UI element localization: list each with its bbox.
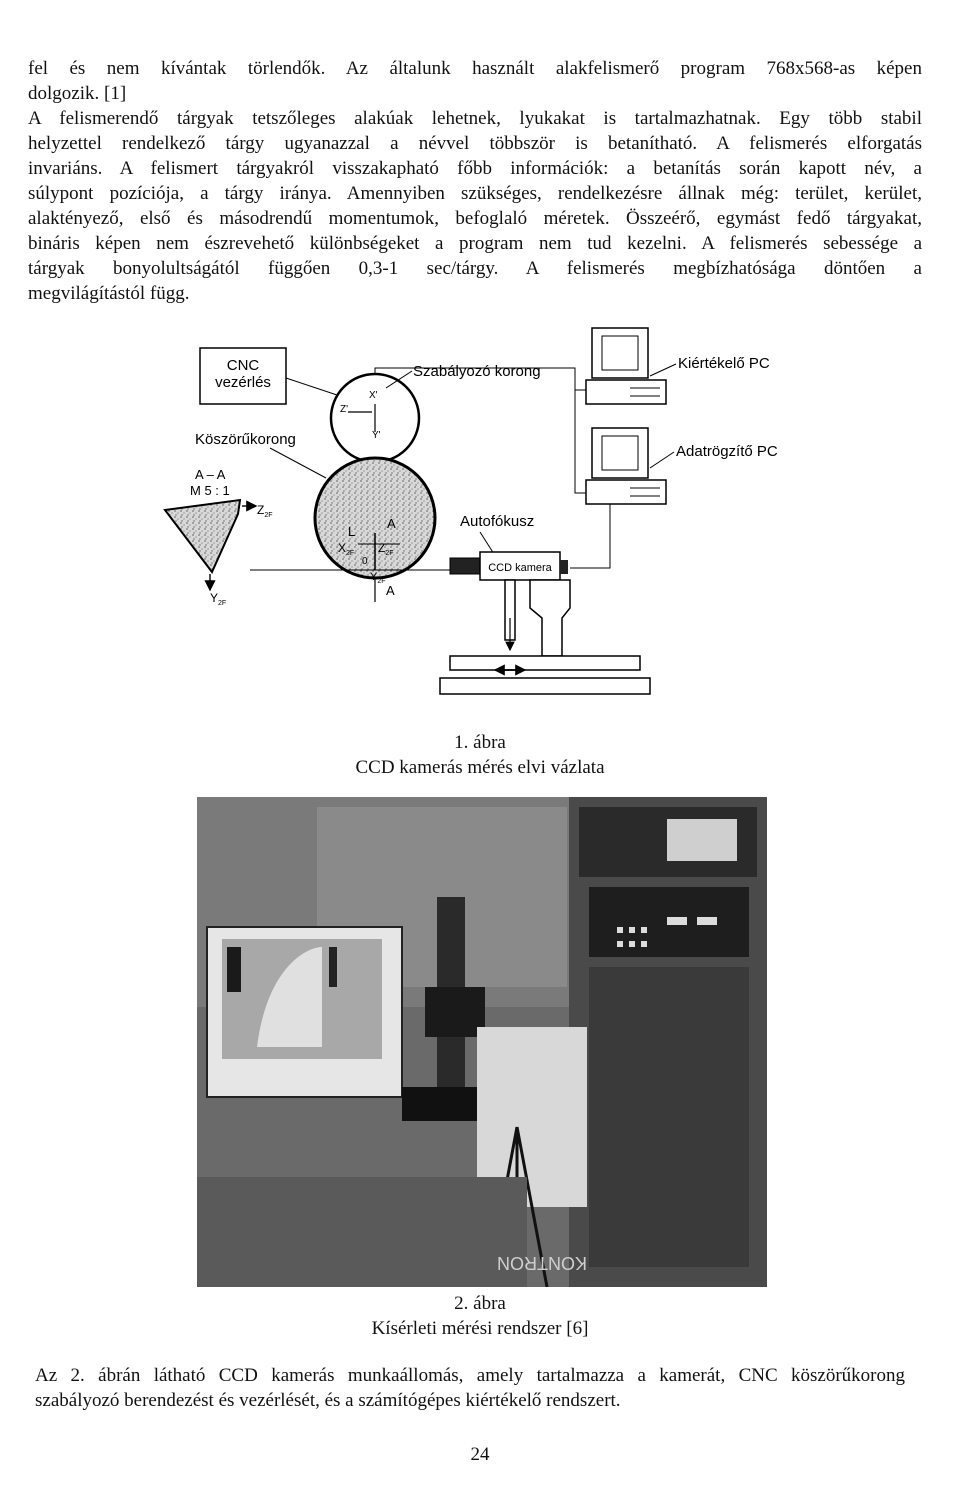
- y2f-label: $Y_{2F}$: [210, 591, 227, 607]
- text-line: szabályozó berendezést és vezérlését, és a számítógépes kiértékelő rendszert.: [35, 1390, 621, 1411]
- stand-base: [450, 656, 640, 670]
- adatrogzito-pc-label: Adatrögzítő PC: [676, 443, 778, 460]
- text-line: bináris képen nem észrevehető különbségeket a program nem tud kezelni. A felismerés sebessége a: [28, 233, 922, 254]
- table-base: [440, 678, 650, 694]
- a-label-upper: A: [387, 516, 396, 531]
- z2f-label: $Z_{2F}$: [257, 503, 273, 519]
- y-prime-label: Y': [372, 430, 381, 441]
- page-number: 24: [470, 1444, 490, 1465]
- scale-label: M 5 : 1: [190, 483, 230, 498]
- text-line: dolgozik. [1]: [28, 83, 127, 104]
- autofocus-lens: [450, 558, 480, 574]
- figure-1-caption-title: CCD kamerás mérés elvi vázlata: [355, 757, 605, 778]
- vezerles-label: vezérlés: [215, 374, 271, 391]
- a-label-lower: A: [386, 583, 395, 598]
- koszorukorong-label: Köszörűkorong: [195, 431, 296, 448]
- stand-body: [530, 580, 570, 656]
- paragraph-1: [28, 56, 922, 306]
- text-line: invariáns. A felismert tárgyakról visszakapható főbb információk: a betanítás során kapott név, a: [28, 158, 922, 179]
- autofokusz-label: Autofókusz: [460, 513, 535, 530]
- ccd-kamera-label: CCD kamera: [488, 562, 552, 574]
- x2f-label: $X_{2F}$: [338, 541, 355, 557]
- section-label: A – A: [195, 467, 226, 482]
- szabalyozo-korong-label: Szabályozó korong: [413, 363, 541, 380]
- y2f-mid-label: $Y_{2F}$: [370, 571, 386, 585]
- figure-1-caption-number: 1. ábra: [454, 732, 506, 753]
- text-line: súlypont pozíciója, a tárgy iránya. Amennyiben szükséges, rendelkezésre állnak még: terület, kerület,: [28, 183, 922, 204]
- z2f-inner-label: $Z_{2F}$: [378, 541, 394, 557]
- bench: [197, 1177, 527, 1287]
- kiertekelo-pc-case: [586, 380, 666, 404]
- text-line: helyzettel rendelkező tárgy ugyanazzal a névvel többször is betanítható. A felismerés elforgatás: [28, 133, 922, 154]
- kontron-text: KONTRON: [497, 1253, 587, 1273]
- l-label: L: [348, 524, 356, 539]
- text-line: tárgyak bonyolultságától függően 0,3-1 sec/tárgy. A felismerés megbízhatósága döntően a: [28, 258, 922, 279]
- section-wedge: [165, 500, 240, 572]
- text-line: fel és nem kívántak törlendők. Az általunk használt alakfelismerő program 768x568-as képen: [28, 58, 922, 79]
- adatrogzito-pc-case: [586, 480, 666, 504]
- text-line: megvilágítástól függ.: [28, 283, 190, 304]
- cnc-label: CNC: [226, 357, 260, 374]
- measurement-schematic: [150, 318, 810, 710]
- x-prime-label: X': [369, 390, 378, 401]
- text-line: A felismerendő tárgyak tetszőleges alakúak lehetnek, lyukakat is tartalmazhatnak. Egy több stabil: [28, 108, 922, 129]
- text-line: Az 2. ábrán látható CCD kamerás munkaállomás, amely tartalmazza a kamerát, CNC köszörűkorong: [35, 1365, 905, 1386]
- paragraph-2: [35, 1363, 905, 1413]
- figure-2-caption-title: Kísérleti mérési rendszer [6]: [371, 1318, 589, 1339]
- text-line: alaktényező, első és másodrendű momentumok, befoglaló méretek. Összeérő, egymást fedő tárgyakat,: [28, 208, 922, 229]
- kiertekelo-pc-label: Kiértékelő PC: [678, 355, 770, 372]
- z-prime-label: Z': [340, 404, 349, 415]
- measurement-system-photo: [197, 797, 767, 1287]
- zero-label: 0: [362, 556, 368, 567]
- cabinet-screen: [667, 819, 737, 861]
- figure-2-caption-number: 2. ábra: [454, 1293, 506, 1314]
